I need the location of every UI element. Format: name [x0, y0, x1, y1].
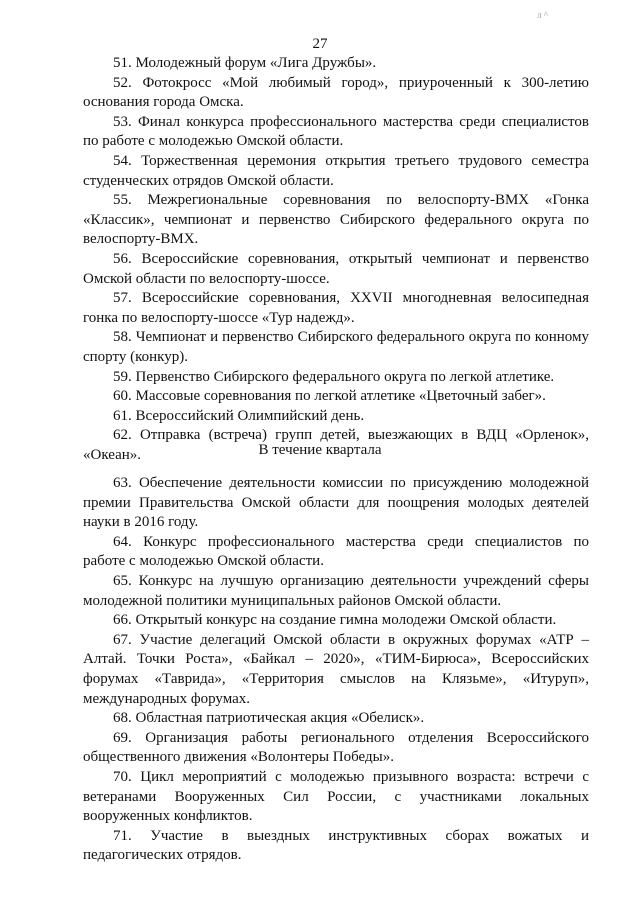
page-number: 27	[312, 36, 328, 52]
list-item: 52. Фотокросс «Мой любимый город», приуроченный к 300-летию основания города Омска.	[83, 74, 589, 111]
list-item: 58. Чемпионат и первенство Сибирского федерального округа по конному спорту (конкур).	[83, 329, 589, 365]
list-item: 56. Всероссийские соревнования, открытый чемпионат и первенство Омской области по велоспорту-шоссе.	[83, 250, 589, 287]
items-list-after	[83, 474, 589, 866]
list-item: 54. Торжественная церемония открытия третьего трудового семестра студенческих отрядов Омской области.	[83, 152, 589, 189]
list-item: 59. Первенство Сибирского федерального округа по легкой атлетике.	[113, 368, 555, 385]
list-item: 67. Участие делегаций Омской области в окружных форумах «АТР – Алтай. Точки Роста», «Байкал – 2020», «ТИМ-Бирюса», Всероссийских форумах «Таврида», «Территория смыслов на Клязьме», «Итуруп», международных форумах.	[83, 631, 589, 707]
section-heading: В течение квартала	[258, 442, 382, 458]
list-item: 69. Организация работы регионального отделения Всероссийского общественного движения «Волонтеры Победы».	[83, 729, 589, 766]
items-list-before	[83, 54, 589, 465]
list-item: 51. Молодежный форум «Лига Дружбы».	[113, 55, 377, 71]
corner-mark: л ^	[537, 10, 548, 20]
list-item: 61. Всероссийский Олимпийский день.	[113, 407, 365, 424]
list-item: 68. Областная патриотическая акция «Обелиск».	[113, 710, 425, 727]
list-item: 65. Конкурс на лучшую организацию деятельности учреждений сферы молодежной политики муниципальных районов Омской области.	[83, 572, 589, 609]
list-item: 66. Открытый конкурс на создание гимна молодежи Омской области.	[113, 612, 557, 629]
list-item: 60. Массовые соревнования по легкой атлетике «Цветочный забег».	[113, 388, 546, 405]
list-item: 62. Отправка (встреча) групп детей, выезжающих в ВДЦ «Орленок», «Океан».	[83, 427, 589, 463]
list-item: 64. Конкурс профессионального мастерства среди специалистов по работе с молодежью Омской области.	[83, 533, 589, 570]
list-item: 63. Обеспечение деятельности комиссии по присуждению молодежной премии Правительства Омской области для поощрения молодых деятелей науки в 2016 году.	[83, 475, 589, 531]
list-item: 57. Всероссийские соревнования, XXVII многодневная велосипедная гонка по велоспорту-шоссе «Тур надежд».	[83, 290, 589, 326]
list-item: 55. Межрегиональные соревнования по велоспорту-ВМХ «Гонка «Классик», чемпионат и первенство Сибирского федерального округа по велоспорту-ВМХ.	[83, 192, 589, 248]
list-item: 53. Финал конкурса профессионального мастерства среди специалистов по работе с молодежью Омской области.	[83, 113, 589, 150]
list-item: 71. Участие в выездных инструктивных сборах вожатых и педагогических отрядов.	[83, 827, 589, 864]
list-item: 70. Цикл мероприятий с молодежью призывного возраста: встречи с ветеранами Вооруженных Сил России, с участниками локальных вооруженных конфликтов.	[83, 768, 589, 825]
